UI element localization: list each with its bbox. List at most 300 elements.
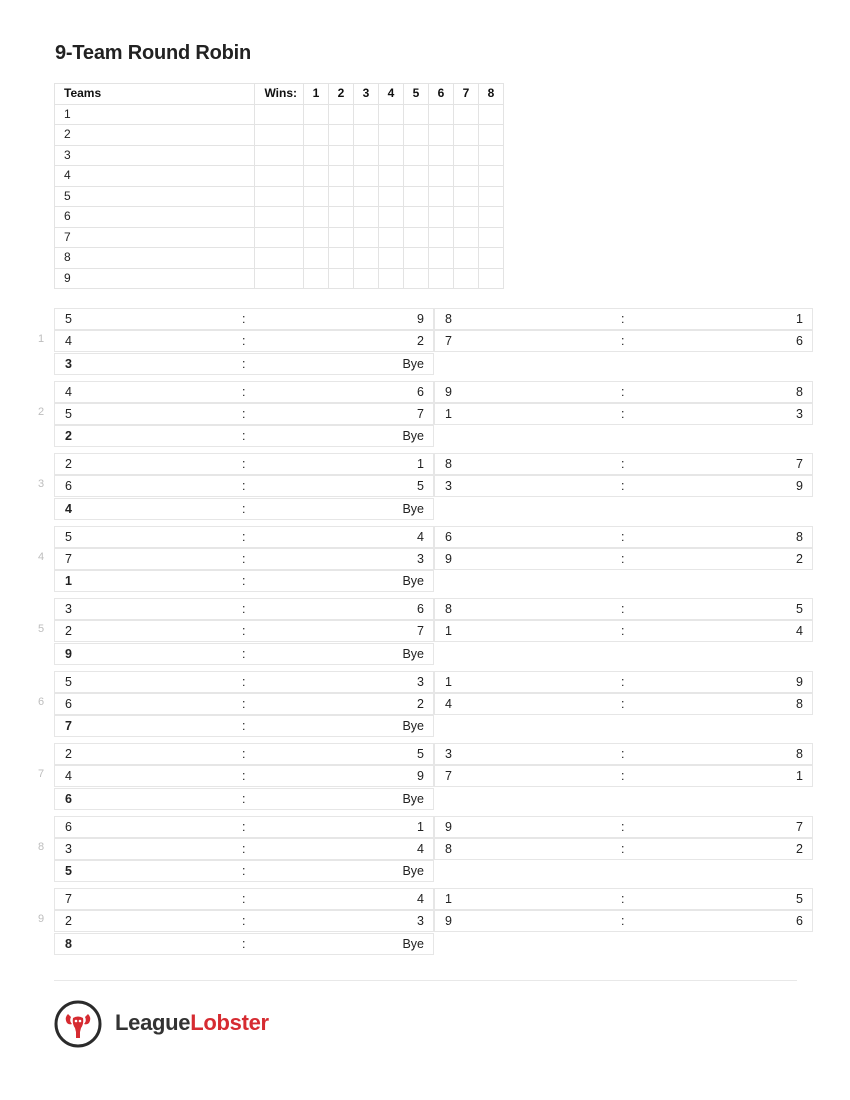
home-team: 1 (445, 624, 452, 638)
bye-label: Bye (402, 356, 424, 371)
round-header: 3 (354, 84, 379, 105)
team-name-cell: 1 (55, 104, 255, 125)
round-result-cell (479, 248, 504, 269)
round-block (34, 381, 814, 454)
round-result-cell (404, 207, 429, 228)
round-block (34, 888, 814, 961)
round-number: 8 (37, 840, 45, 853)
home-team: 3 (65, 356, 72, 371)
match-separator: : (621, 914, 625, 928)
away-team: 9 (417, 312, 424, 326)
bye-label: Bye (402, 791, 424, 806)
match-row (54, 693, 434, 715)
round-block (34, 598, 814, 671)
round-result-cell (404, 104, 429, 125)
match-separator: : (621, 892, 625, 906)
bye-label: Bye (402, 574, 424, 588)
round-result-cell (454, 227, 479, 248)
round-result-cell (379, 268, 404, 289)
match-separator: : (621, 841, 625, 856)
match-separator: : (242, 674, 246, 689)
away-team: 7 (796, 457, 803, 471)
round-number: 7 (37, 768, 45, 780)
round-result-cell (329, 248, 354, 269)
home-team: 8 (445, 457, 452, 471)
round-result-cell (479, 145, 504, 166)
match-row (54, 453, 434, 475)
bye-row (54, 643, 434, 665)
match-row (54, 671, 434, 693)
home-team: 6 (445, 529, 452, 544)
bye-row (54, 860, 434, 882)
match-row (54, 743, 434, 765)
match-row (54, 910, 434, 932)
round-result-cell (354, 125, 379, 146)
home-team: 3 (445, 479, 452, 493)
round-result-cell (479, 104, 504, 125)
home-team: 3 (65, 602, 72, 616)
away-team: 5 (796, 602, 803, 616)
home-team: 3 (445, 747, 452, 761)
bye-row (54, 715, 434, 737)
home-team: 8 (65, 936, 72, 951)
round-result-cell (354, 104, 379, 125)
round-result-cell (429, 104, 454, 125)
home-team: 2 (65, 457, 72, 471)
away-team: 4 (417, 529, 424, 544)
round-result-cell (379, 145, 404, 166)
match-row (54, 403, 434, 425)
team-name-cell: 7 (55, 227, 255, 248)
wins-cell (255, 248, 304, 269)
round-result-cell (304, 207, 329, 228)
away-team: 3 (417, 914, 424, 928)
match-separator: : (621, 696, 625, 711)
match-separator: : (621, 819, 625, 834)
round-result-cell (379, 104, 404, 125)
match-separator: : (621, 602, 625, 616)
home-team: 9 (445, 914, 452, 928)
match-row (434, 308, 813, 330)
round-result-cell (404, 145, 429, 166)
round-result-cell (354, 186, 379, 207)
bye-label: Bye (402, 646, 424, 661)
round-result-cell (304, 186, 329, 207)
round-number: 6 (37, 695, 45, 708)
home-team: 5 (65, 864, 72, 878)
match-row (54, 598, 434, 620)
round-result-cell (304, 248, 329, 269)
round-result-cell (379, 227, 404, 248)
round-result-cell (454, 125, 479, 146)
bye-row (54, 353, 434, 375)
home-team: 2 (65, 429, 72, 443)
match-row (54, 620, 434, 642)
match-row (434, 330, 813, 352)
home-team: 2 (65, 914, 72, 928)
footer-divider (54, 980, 797, 981)
match-row (434, 910, 813, 932)
round-result-cell (304, 268, 329, 289)
round-result-cell (479, 125, 504, 146)
match-separator: : (621, 624, 625, 638)
home-team: 7 (65, 719, 72, 733)
round-number: 5 (37, 623, 45, 635)
match-separator: : (242, 864, 246, 878)
round-result-cell (429, 166, 454, 187)
match-separator: : (242, 841, 246, 856)
round-result-cell (479, 207, 504, 228)
match-separator: : (242, 312, 246, 326)
wins-cell (255, 104, 304, 125)
away-team: 6 (417, 602, 424, 616)
match-row (434, 381, 813, 403)
home-team: 8 (445, 602, 452, 616)
away-team: 6 (417, 384, 424, 399)
round-result-cell (429, 186, 454, 207)
bye-row (54, 570, 434, 592)
away-team: 8 (796, 384, 803, 399)
match-separator: : (242, 551, 246, 566)
match-row (434, 671, 813, 693)
round-header: 4 (379, 84, 404, 105)
match-row (54, 381, 434, 403)
home-team: 7 (445, 769, 452, 783)
round-result-cell (404, 166, 429, 187)
away-team: 2 (796, 551, 803, 566)
round-block (34, 526, 814, 599)
round-result-cell (404, 248, 429, 269)
home-team: 1 (445, 406, 452, 421)
round-header: 6 (429, 84, 454, 105)
standings-header-row (55, 84, 504, 105)
round-result-cell (404, 186, 429, 207)
bye-label: Bye (402, 936, 424, 951)
match-separator: : (242, 819, 246, 834)
round-result-cell (304, 104, 329, 125)
round-result-cell (454, 104, 479, 125)
match-row (54, 888, 434, 910)
match-row (54, 816, 434, 838)
team-name-cell: 5 (55, 186, 255, 207)
round-result-cell (354, 145, 379, 166)
bye-label: Bye (402, 719, 424, 733)
team-name-cell: 9 (55, 268, 255, 289)
match-row (434, 765, 813, 787)
away-team: 3 (417, 674, 424, 689)
round-result-cell (404, 227, 429, 248)
away-team: 5 (796, 892, 803, 906)
match-separator: : (242, 769, 246, 783)
wins-cell (255, 268, 304, 289)
round-result-cell (404, 268, 429, 289)
standings-row (55, 248, 504, 269)
away-team: 5 (417, 747, 424, 761)
away-team: 4 (417, 892, 424, 906)
away-team: 6 (796, 914, 803, 928)
home-team: 1 (65, 574, 72, 588)
match-separator: : (242, 574, 246, 588)
match-row (434, 475, 813, 497)
round-result-cell (429, 227, 454, 248)
standings-row (55, 104, 504, 125)
match-row (434, 403, 813, 425)
bye-row (54, 498, 434, 520)
teams-header: Teams (55, 84, 255, 105)
match-separator: : (621, 457, 625, 471)
home-team: 6 (65, 791, 72, 806)
away-team: 1 (796, 312, 803, 326)
round-result-cell (479, 186, 504, 207)
match-separator: : (621, 479, 625, 493)
bye-label: Bye (402, 429, 424, 443)
away-team: 9 (796, 479, 803, 493)
wins-cell (255, 227, 304, 248)
standings-table (54, 83, 504, 289)
away-team: 9 (417, 769, 424, 783)
away-team: 7 (417, 406, 424, 421)
home-team: 2 (65, 624, 72, 638)
home-team: 4 (65, 334, 72, 348)
round-result-cell (329, 227, 354, 248)
round-result-cell (329, 145, 354, 166)
match-separator: : (242, 356, 246, 371)
home-team: 4 (445, 696, 452, 711)
match-row (434, 693, 813, 715)
round-result-cell (454, 207, 479, 228)
bye-label: Bye (402, 864, 424, 878)
match-separator: : (621, 551, 625, 566)
home-team: 7 (65, 551, 72, 566)
lobster-logo-icon (54, 1000, 102, 1048)
home-team: 2 (65, 747, 72, 761)
wins-cell (255, 207, 304, 228)
round-result-cell (479, 268, 504, 289)
round-header: 1 (304, 84, 329, 105)
page-title: 9-Team Round Robin (55, 42, 252, 64)
match-row (54, 475, 434, 497)
round-result-cell (304, 145, 329, 166)
away-team: 3 (796, 406, 803, 421)
round-result-cell (404, 125, 429, 146)
round-block (34, 743, 814, 816)
home-team: 4 (65, 769, 72, 783)
round-header: 7 (454, 84, 479, 105)
round-result-cell (479, 227, 504, 248)
round-result-cell (329, 166, 354, 187)
round-result-cell (329, 268, 354, 289)
match-row (54, 838, 434, 860)
match-separator: : (621, 769, 625, 783)
round-result-cell (454, 186, 479, 207)
round-result-cell (429, 145, 454, 166)
standings-row (55, 268, 504, 289)
round-result-cell (329, 207, 354, 228)
round-number: 1 (37, 333, 45, 345)
home-team: 4 (65, 501, 72, 516)
home-team: 7 (445, 334, 452, 348)
match-separator: : (242, 602, 246, 616)
round-result-cell (454, 268, 479, 289)
team-name-cell: 6 (55, 207, 255, 228)
match-row (54, 765, 434, 787)
team-name-cell: 8 (55, 248, 255, 269)
round-number: 2 (37, 405, 45, 418)
match-row (434, 620, 813, 642)
bye-label: Bye (402, 501, 424, 516)
standings-row (55, 125, 504, 146)
home-team: 6 (65, 479, 72, 493)
match-separator: : (242, 479, 246, 493)
home-team: 7 (65, 892, 72, 906)
match-row (434, 598, 813, 620)
round-result-cell (379, 248, 404, 269)
wins-cell (255, 125, 304, 146)
round-number: 4 (37, 550, 45, 563)
round-result-cell (454, 248, 479, 269)
round-result-cell (429, 248, 454, 269)
home-team: 8 (445, 841, 452, 856)
wins-cell (255, 186, 304, 207)
round-result-cell (354, 268, 379, 289)
standings-row (55, 166, 504, 187)
round-block (34, 308, 814, 381)
standings-row (55, 186, 504, 207)
away-team: 1 (417, 819, 424, 834)
match-row (54, 526, 434, 548)
round-result-cell (379, 207, 404, 228)
away-team: 6 (796, 334, 803, 348)
round-number: 9 (37, 913, 45, 925)
home-team: 5 (65, 674, 72, 689)
match-separator: : (242, 892, 246, 906)
match-separator: : (242, 624, 246, 638)
match-separator: : (242, 646, 246, 661)
home-team: 9 (445, 384, 452, 399)
wins-header: Wins: (255, 84, 304, 105)
round-result-cell (354, 207, 379, 228)
match-separator: : (621, 674, 625, 689)
round-result-cell (454, 145, 479, 166)
away-team: 2 (796, 841, 803, 856)
round-number: 3 (37, 478, 45, 490)
match-separator: : (242, 696, 246, 711)
round-result-cell (304, 125, 329, 146)
home-team: 9 (445, 819, 452, 834)
round-result-cell (329, 186, 354, 207)
match-separator: : (242, 457, 246, 471)
home-team: 9 (445, 551, 452, 566)
bye-row (54, 933, 434, 955)
match-row (54, 548, 434, 570)
home-team: 1 (445, 674, 452, 689)
match-row (434, 526, 813, 548)
away-team: 1 (417, 457, 424, 471)
round-result-cell (379, 125, 404, 146)
brand-part1: League (115, 1010, 191, 1035)
round-result-cell (354, 227, 379, 248)
round-result-cell (354, 248, 379, 269)
match-row (434, 816, 813, 838)
round-result-cell (454, 166, 479, 187)
match-separator: : (242, 936, 246, 951)
round-result-cell (379, 186, 404, 207)
away-team: 3 (417, 551, 424, 566)
match-separator: : (621, 747, 625, 761)
wins-cell (255, 166, 304, 187)
round-result-cell (354, 166, 379, 187)
wins-cell (255, 145, 304, 166)
home-team: 6 (65, 696, 72, 711)
away-team: 4 (796, 624, 803, 638)
away-team: 4 (417, 841, 424, 856)
away-team: 7 (796, 819, 803, 834)
round-header: 2 (329, 84, 354, 105)
round-block (34, 671, 814, 744)
away-team: 2 (417, 334, 424, 348)
home-team: 1 (445, 892, 452, 906)
away-team: 8 (796, 747, 803, 761)
team-name-cell: 3 (55, 145, 255, 166)
home-team: 6 (65, 819, 72, 834)
home-team: 5 (65, 406, 72, 421)
match-separator: : (242, 529, 246, 544)
schedule (34, 308, 814, 961)
match-separator: : (242, 791, 246, 806)
match-row (434, 838, 813, 860)
match-separator: : (621, 406, 625, 421)
standings-row (55, 207, 504, 228)
brand-name (115, 1010, 269, 1036)
away-team: 8 (796, 696, 803, 711)
round-result-cell (329, 104, 354, 125)
away-team: 7 (417, 624, 424, 638)
match-separator: : (242, 334, 246, 348)
round-result-cell (379, 166, 404, 187)
round-result-cell (429, 125, 454, 146)
match-row (434, 548, 813, 570)
match-separator: : (242, 429, 246, 443)
home-team: 5 (65, 312, 72, 326)
away-team: 2 (417, 696, 424, 711)
match-separator: : (242, 747, 246, 761)
round-result-cell (429, 207, 454, 228)
team-name-cell: 4 (55, 166, 255, 187)
standings-row (55, 227, 504, 248)
away-team: 1 (796, 769, 803, 783)
round-result-cell (304, 166, 329, 187)
home-team: 8 (445, 312, 452, 326)
home-team: 3 (65, 841, 72, 856)
match-separator: : (621, 334, 625, 348)
home-team: 9 (65, 646, 72, 661)
match-separator: : (242, 384, 246, 399)
away-team: 9 (796, 674, 803, 689)
round-result-cell (329, 125, 354, 146)
match-separator: : (242, 719, 246, 733)
match-separator: : (242, 406, 246, 421)
match-separator: : (621, 529, 625, 544)
away-team: 5 (417, 479, 424, 493)
round-result-cell (429, 268, 454, 289)
match-separator: : (242, 914, 246, 928)
round-header: 5 (404, 84, 429, 105)
match-row (434, 743, 813, 765)
bye-row (54, 425, 434, 447)
team-name-cell: 2 (55, 125, 255, 146)
round-result-cell (304, 227, 329, 248)
round-result-cell (479, 166, 504, 187)
